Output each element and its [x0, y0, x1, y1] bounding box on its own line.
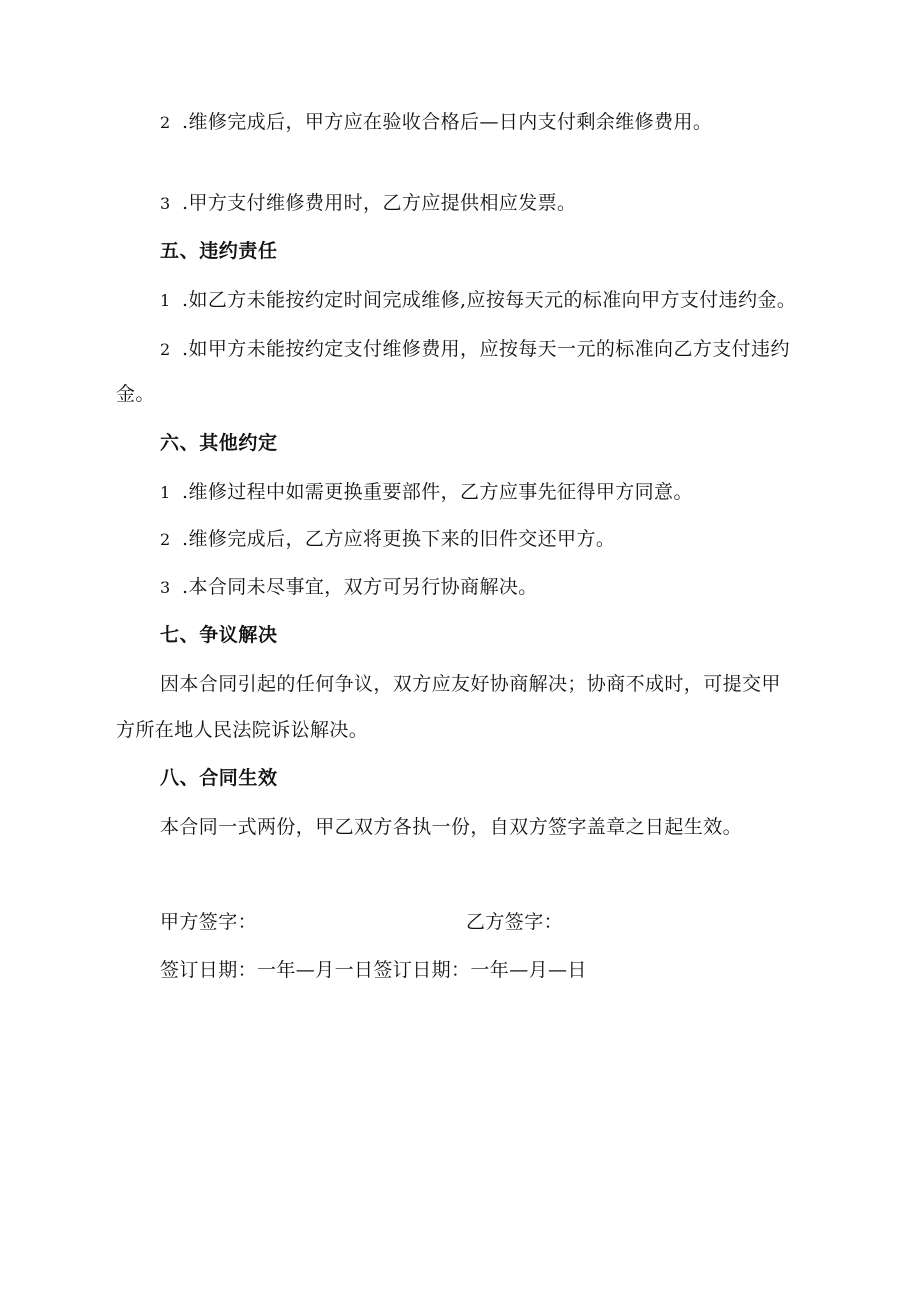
clause-number: 3 [160, 578, 171, 597]
signing-date-line: 签订日期：一年—月一日签订日期：一年—月—日 [160, 959, 587, 981]
clause-6-1 [160, 480, 693, 505]
clause-number: 3 [160, 194, 171, 213]
clause-6-3 [160, 575, 538, 600]
section-7-paragraph: 因本合同引起的任何争议，双方应友好协商解决；协商不成时，可提交甲 [160, 673, 781, 695]
section-5-heading: 五、违约责任 [160, 240, 278, 262]
party-a-signature-label: 甲方签字： [160, 911, 258, 933]
clause-text: .如甲方未能按约定支付维修费用，应按每天一元的标准向乙方支付违约 [182, 338, 790, 360]
clause-number: 2 [160, 340, 171, 359]
clause-text: .如乙方未能按约定时间完成维修,应按每天元的标准向甲方支付违约金。 [182, 289, 797, 311]
clause-text: .甲方支付维修费用时，乙方应提供相应发票。 [182, 192, 577, 214]
section-8-heading: 八、合同生效 [160, 767, 278, 789]
clause-5-1 [160, 288, 796, 313]
clause-6-2 [160, 527, 615, 552]
section-8-paragraph: 本合同一式两份，甲乙双方各执一份，自双方签字盖章之日起生效。 [160, 816, 743, 838]
clause-4-2 [160, 110, 712, 135]
clause-text: .本合同未尽事宜，双方可另行协商解决。 [182, 576, 538, 598]
section-6-heading: 六、其他约定 [160, 432, 278, 454]
clause-text: .维修完成后，甲方应在验收合格后—日内支付剩余维修费用。 [182, 111, 713, 133]
section-7-continuation: 方所在地人民法院诉讼解决。 [116, 719, 369, 741]
clause-5-2-continuation: 金。 [116, 383, 155, 405]
clause-number: 2 [160, 113, 171, 132]
clause-number: 1 [160, 291, 171, 310]
clause-number: 2 [160, 530, 171, 549]
clause-5-2 [160, 337, 790, 362]
clause-text: .维修完成后，乙方应将更换下来的旧件交还甲方。 [182, 528, 616, 550]
party-b-signature-label: 乙方签字： [466, 911, 564, 933]
clause-4-3 [160, 191, 576, 216]
clause-text: .维修过程中如需更换重要部件，乙方应事先征得甲方同意。 [182, 481, 693, 503]
section-7-heading: 七、争议解决 [160, 624, 278, 646]
clause-number: 1 [160, 483, 171, 502]
